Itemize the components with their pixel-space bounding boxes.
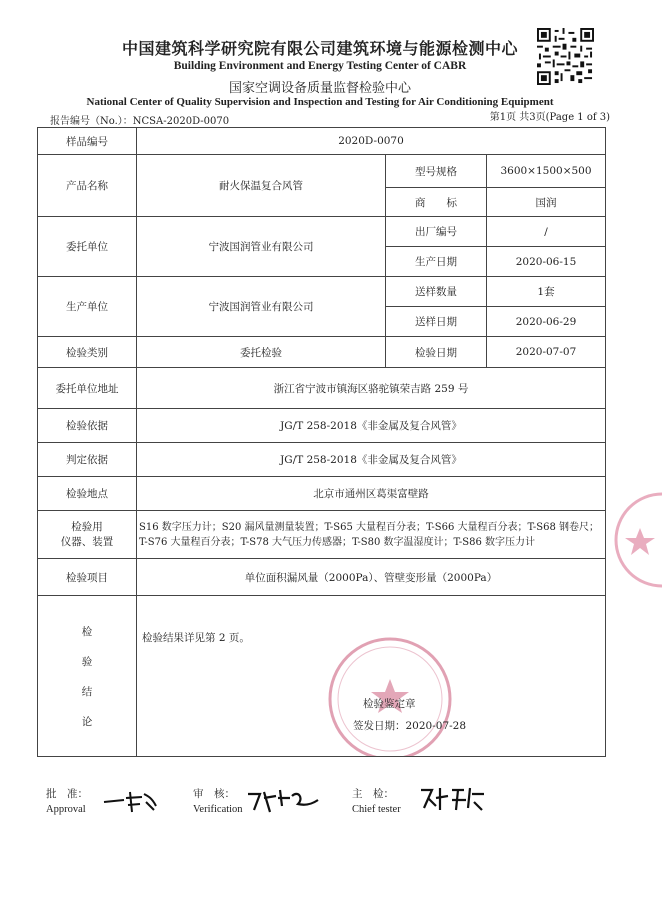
approval-label-en: Approval [46,804,86,815]
table-row [38,511,606,559]
location-value: 北京市通州区葛渠富壁路 [137,477,606,511]
tester-signature-icon [418,784,488,819]
conclusion-text: 检验结果详见第 2 页。 [142,632,250,644]
table-row [38,443,606,477]
conclusion-char: 论 [81,715,93,728]
producer-value: 宁波国润管业有限公司 [137,277,386,337]
mfg-date-label: 生产日期 [386,247,487,277]
brand-label: 商 标 [386,188,487,217]
tester-block [352,786,401,818]
sample-number-value: 2020D-0070 [137,128,606,155]
center-title-cn: 国家空调设备质量监督检验中心 [228,81,411,96]
product-name-label: 产品名称 [38,155,137,217]
brand-value: 国润 [487,188,606,217]
address-value: 浙江省宁波市镇海区骆驼镇荣吉路 259 号 [137,368,606,409]
signature-bar [40,784,600,824]
test-date-value: 2020-07-07 [487,337,606,368]
org-title-cn: 中国建筑科学研究院有限公司建筑环境与能源检测中心 [121,39,518,58]
client-value: 宁波国润管业有限公司 [137,217,386,277]
info-table [37,127,606,757]
test-type-label: 检验类别 [38,337,137,368]
qr-code-icon [537,28,594,85]
mfg-date-value: 2020-06-15 [487,247,606,277]
address-label: 委托单位地址 [38,368,137,409]
send-date-value: 2020-06-29 [487,307,606,337]
serial-value: / [487,217,606,247]
basis-label: 检验依据 [38,409,137,443]
model-label: 型号规格 [386,155,487,188]
side-seal-stamp [612,480,662,600]
table-row [38,337,606,368]
table-row [38,277,606,307]
verification-signature-icon [246,786,326,821]
judge-basis-label: 判定依据 [38,443,137,477]
producer-label: 生产单位 [38,277,137,337]
basis-value: JG/T 258-2018《非金属及复合风管》 [137,409,606,443]
conclusion-char: 结 [81,685,93,698]
conclusion-char: 检 [81,625,93,638]
items-value: 单位面积漏风量（2000Pa）、管壁变形量（2000Pa） [137,559,606,596]
send-date-label: 送样日期 [386,307,487,337]
tester-label-en: Chief tester [352,804,401,815]
verification-label-cn: 审 核： [193,788,235,800]
page-info: 第1页 共3页(Page 1 of 3) [489,112,610,123]
instruments-label-line1: 检验用 [71,520,103,533]
conclusion-char: 验 [81,655,93,668]
items-label: 检验项目 [38,559,137,596]
quantity-value: 1套 [487,277,606,307]
conclusion-cell [137,596,606,757]
test-type-value: 委托检验 [137,337,386,368]
verification-block [193,786,243,818]
instruments-label [38,511,137,559]
report-number: 报告编号（No.）：NCSA-2020D-0070 [50,116,230,127]
conclusion-label [38,596,137,757]
approval-signature-icon [102,788,162,821]
sample-number-label: 样品编号 [38,128,137,155]
table-row [38,477,606,511]
tester-label-cn: 主 检： [352,788,394,800]
approval-block [46,786,88,818]
test-date-label: 检验日期 [386,337,487,368]
table-row [38,559,606,596]
approval-label-cn: 批 准： [46,788,88,800]
table-row [38,368,606,409]
org-title-en: Building Environment and Energy Testing Center of CABR [173,60,467,72]
product-name-value: 耐火保温复合风管 [137,155,386,217]
instruments-label-line2: 仪器、装置 [60,535,114,548]
table-row [38,596,606,757]
center-title-en: National Center of Quality Supervision and Inspection and Testing for Air Conditioning Equipment [86,96,554,108]
table-row [38,128,606,155]
table-row [38,409,606,443]
quantity-label: 送样数量 [386,277,487,307]
serial-label: 出厂编号 [386,217,487,247]
client-label: 委托单位 [38,217,137,277]
location-label: 检验地点 [38,477,137,511]
verification-label-en: Verification [193,804,243,815]
table-row [38,155,606,188]
instruments-value: S16 数字压力计；S20 漏风量测量装置；T-S65 大量程百分表；T-S66 大量程百分表；T-S68 钢卷尺；T-S76 大量程百分表；T-S78 大气压力传感器；T-S80 数字温湿度计；T-S86 数字压力计 [137,511,606,559]
issue-date: 签发日期：2020-07-28 [353,720,467,732]
seal-label: 检验鉴定章 [363,698,416,710]
table-row [38,217,606,247]
judge-basis-value: JG/T 258-2018《非金属及复合风管》 [137,443,606,477]
model-value: 3600×1500×500 [487,155,606,188]
